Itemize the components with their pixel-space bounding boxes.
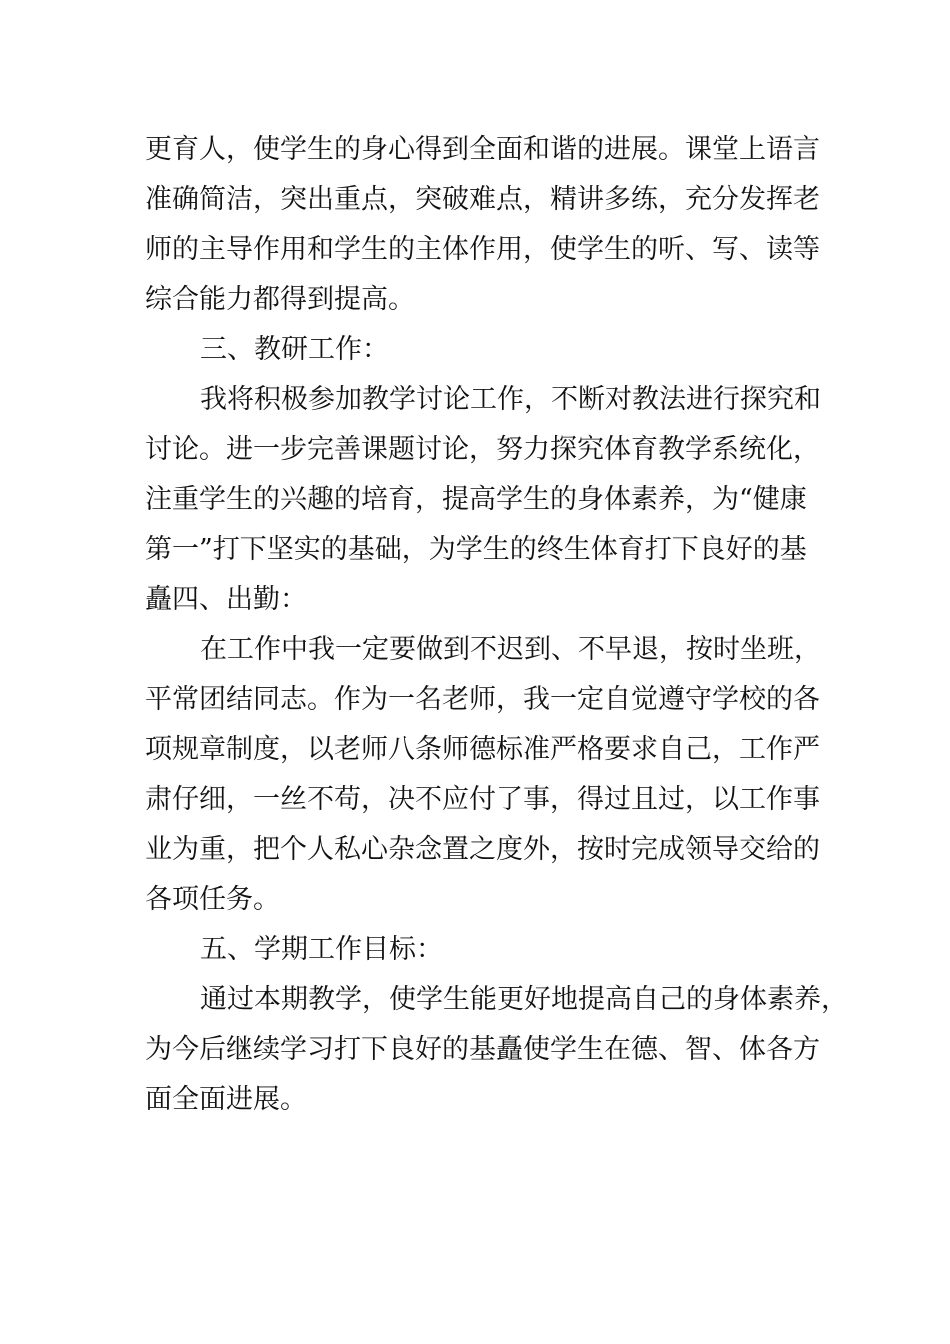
body-text-line: 通过本期教学，使学生能更好地提高自己的身体素养， [200,984,848,1015]
body-text-line: 为今后继续学习打下良好的基矗使学生在德、智、体各方 [145,1034,820,1065]
body-text-line: 平常团结同志。作为一名老师，我一定自觉遵守学校的各 [145,684,820,715]
body-text-line: 在工作中我一定要做到不迟到、不早退，按时坐班， [200,634,821,665]
body-text-line: 项规章制度，以老师八条师德标准严格要求自己，工作严 [145,734,820,765]
body-text-line: 业为重，把个人私心杂念置之度外，按时完成领导交给的 [145,834,820,865]
section-heading-research: 三、教研工作： [200,334,389,365]
body-text-line: 肃仔细，一丝不苟，决不应付了事，得过且过，以工作事 [145,784,820,815]
body-text-line: 第一”打下坚实的基础，为学生的终生体育打下良好的基 [145,534,807,565]
body-text-line: 综合能力都得到提高。 [145,284,415,315]
body-text-line: 更育人，使学生的身心得到全面和谐的进展。课堂上语言 [145,134,820,165]
section-heading-goals: 五、学期工作目标： [200,934,443,965]
body-text-line: 师的主导作用和学生的主体作用，使学生的听、写、读等 [145,234,820,265]
body-text-line: 准确简洁，突出重点，突破难点，精讲多练，充分发挥老 [145,184,820,215]
section-heading-attendance: 矗四、出勤： [145,584,307,615]
body-text-line: 我将积极参加教学讨论工作，不断对教法进行探究和 [200,384,821,415]
body-text-line: 面全面进展。 [145,1084,307,1115]
body-text-line: 注重学生的兴趣的培育，提高学生的身体素养，为“健康 [145,484,807,515]
body-text-line: 讨论。进一步完善课题讨论，努力探究体育教学系统化， [145,434,820,465]
body-text-line: 各项任务。 [145,884,280,915]
